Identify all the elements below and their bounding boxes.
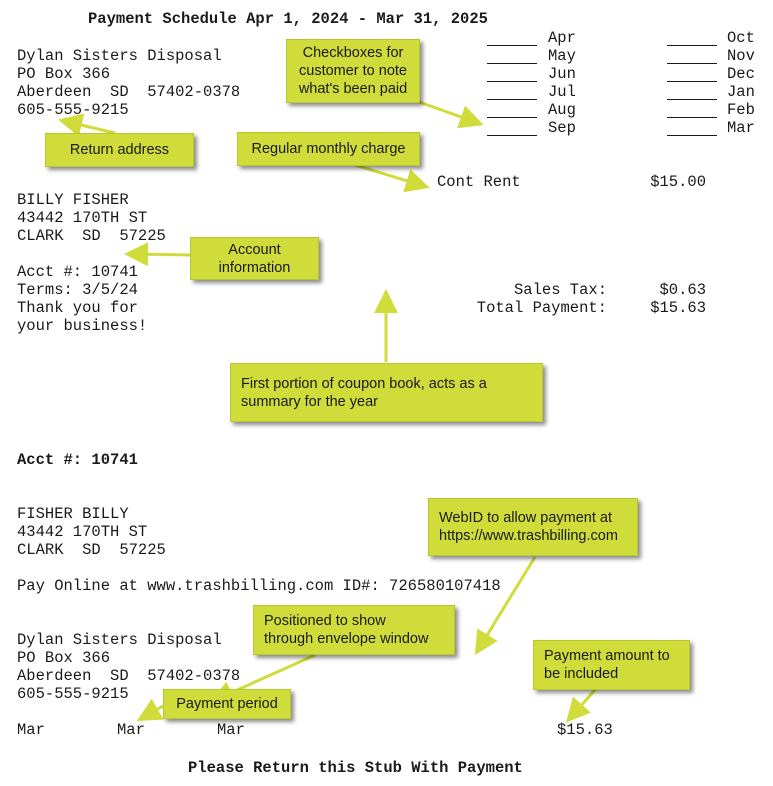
month-label: Mar: [727, 119, 755, 137]
month-label: Sep: [548, 119, 576, 137]
stub-amount: $15.63: [557, 721, 613, 739]
total-payment-label: Total Payment:: [476, 299, 607, 317]
return-city: Aberdeen SD 57402-0378: [17, 83, 241, 101]
callout-monthly-charge: Regular monthly charge: [237, 132, 420, 166]
callout-account-info: Account information: [190, 237, 319, 280]
callout-first-portion: First portion of coupon book, acts as a summary for the year: [230, 363, 543, 422]
month-label: Jul: [548, 83, 576, 101]
sales-tax-label: Sales Tax:: [513, 281, 607, 299]
month-label: Jun: [548, 65, 576, 83]
callout-positioned: Positioned to show through envelope window: [253, 605, 455, 655]
charge-label: Cont Rent: [437, 173, 521, 191]
account-number: Acct #: 10741: [17, 263, 138, 281]
thank-you-line2: your business!: [17, 317, 148, 335]
period-month: Mar: [217, 721, 245, 739]
charge-amount: $15.00: [650, 173, 706, 191]
total-payment-value: $15.63: [650, 299, 706, 317]
customer-name: BILLY FISHER: [17, 191, 129, 209]
month-label: Oct: [727, 29, 755, 47]
terms: Terms: 3/5/24: [17, 281, 138, 299]
remit-city: Aberdeen SD 57402-0378: [17, 667, 241, 685]
callout-return-address: Return address: [45, 133, 194, 167]
customer-city: CLARK SD 57225: [17, 227, 166, 245]
callout-payment-period: Payment period: [163, 689, 291, 719]
month-label: May: [548, 47, 576, 65]
stub-account-number: Acct #: 10741: [17, 451, 138, 469]
callout-webid: WebID to allow payment at https://www.trashbilling.com: [428, 498, 638, 556]
arrow-webid: [478, 557, 535, 650]
return-stub-footer: Please Return this Stub With Payment: [188, 759, 523, 777]
remit-phone: 605-555-9215: [17, 685, 129, 703]
return-name: Dylan Sisters Disposal: [17, 47, 222, 65]
sales-tax-value: $0.63: [659, 281, 706, 299]
arrow-monthly-charge: [355, 165, 424, 186]
thank-you-line1: Thank you for: [17, 299, 138, 317]
stub-customer-name: FISHER BILLY: [17, 505, 129, 523]
month-label: Dec: [727, 65, 755, 83]
month-label: Jan: [727, 83, 755, 101]
schedule-title: Payment Schedule Apr 1, 2024 - Mar 31, 2025: [88, 10, 488, 28]
remit-name: Dylan Sisters Disposal: [17, 631, 222, 649]
stub-customer-street: 43442 170TH ST: [17, 523, 148, 541]
month-label: Apr: [548, 29, 576, 47]
return-phone: 605-555-9215: [17, 101, 129, 119]
stub-customer-city: CLARK SD 57225: [17, 541, 166, 559]
pay-online-line: Pay Online at www.trashbilling.com ID#: 726580107418: [17, 577, 501, 595]
arrow-return-address: [64, 121, 115, 133]
arrow-account-info: [130, 254, 192, 255]
customer-street: 43442 170TH ST: [17, 209, 148, 227]
arrow-payment-period: [142, 705, 165, 718]
arrow-payment-amount: [570, 690, 595, 718]
return-street: PO Box 366: [17, 65, 111, 83]
callout-checkboxes: Checkboxes for customer to note what's been paid: [286, 39, 420, 103]
month-label: Nov: [727, 47, 755, 65]
month-label: Feb: [727, 101, 755, 119]
month-label: Aug: [548, 101, 576, 119]
callout-payment-amount: Payment amount to be included: [533, 640, 690, 690]
remit-street: PO Box 366: [17, 649, 111, 667]
period-month: Mar: [117, 721, 145, 739]
period-month: Mar: [17, 721, 45, 739]
